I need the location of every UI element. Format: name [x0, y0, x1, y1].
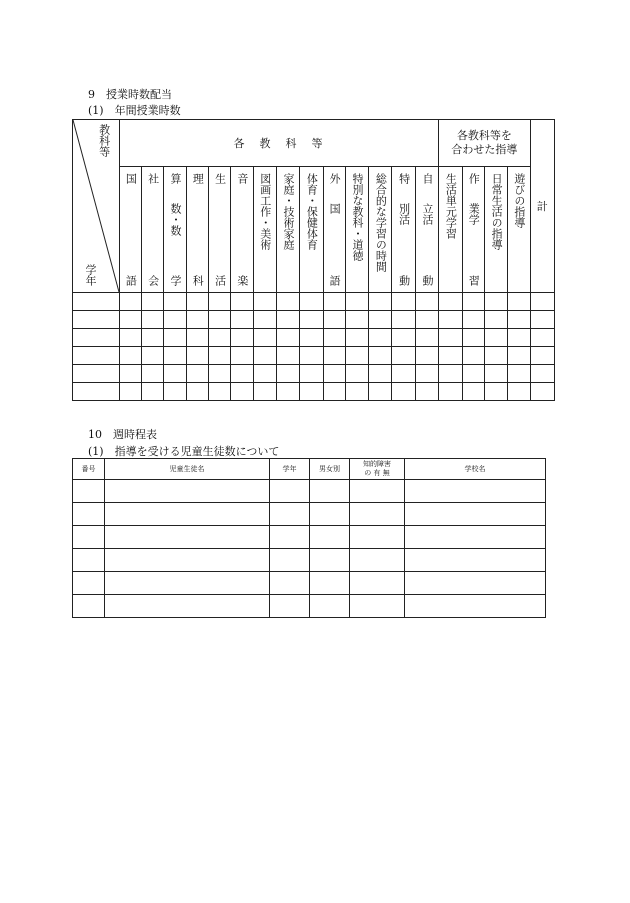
subject-label-mid: 国: [328, 203, 342, 215]
student-cell[interactable]: [270, 549, 310, 572]
student-cell[interactable]: [73, 549, 105, 572]
student-cell[interactable]: [105, 480, 270, 503]
hours-row: [73, 311, 555, 329]
hours-cell[interactable]: [323, 347, 345, 365]
hours-cell[interactable]: [300, 329, 323, 347]
hours-cell[interactable]: [231, 383, 253, 401]
hours-cell[interactable]: [323, 311, 345, 329]
student-cell[interactable]: [105, 503, 270, 526]
subject-label-bottom: 語: [124, 275, 138, 286]
student-cell[interactable]: [405, 572, 546, 595]
student-row: [73, 572, 546, 595]
hours-cell[interactable]: [164, 347, 186, 365]
hours-cell[interactable]: [73, 365, 120, 383]
hours-cell[interactable]: [300, 347, 323, 365]
subject-header-16: [484, 167, 507, 293]
hours-cell[interactable]: [300, 365, 323, 383]
hours-cell[interactable]: [508, 347, 530, 365]
hours-cell[interactable]: [439, 293, 462, 311]
subject-label-bottom: 習: [467, 275, 481, 286]
subject-header-8: [300, 167, 323, 293]
hours-cell[interactable]: [530, 383, 554, 401]
hours-cell[interactable]: [530, 365, 554, 383]
hours-cell[interactable]: [164, 383, 186, 401]
section9-heading: 9 授業時数配当: [88, 88, 172, 101]
hours-cell[interactable]: [345, 347, 368, 365]
student-cell[interactable]: [405, 595, 546, 618]
hours-cell[interactable]: [164, 329, 186, 347]
hours-cell[interactable]: [323, 329, 345, 347]
hours-cell[interactable]: [186, 383, 208, 401]
hours-cell[interactable]: [208, 365, 230, 383]
hours-cell[interactable]: [462, 365, 484, 383]
column-header-2: 学年: [270, 459, 310, 480]
hours-cell[interactable]: [530, 329, 554, 347]
hours-cell[interactable]: [345, 293, 368, 311]
subject-label: 音: [235, 173, 249, 185]
hours-cell[interactable]: [141, 311, 163, 329]
student-cell[interactable]: [310, 503, 350, 526]
hours-cell[interactable]: [73, 311, 120, 329]
subject-label: 体育・保健体育: [305, 173, 319, 251]
subject-header-11: [369, 167, 392, 293]
hours-cell[interactable]: [439, 329, 462, 347]
hours-cell[interactable]: [415, 329, 438, 347]
subject-label-mid: 立活: [421, 203, 435, 226]
hours-cell[interactable]: [141, 365, 163, 383]
subject-label-bottom: 学: [168, 275, 182, 286]
subject-label-bottom: 動: [397, 275, 411, 286]
subject-header-4: [208, 167, 230, 293]
subject-label-mid: 業学: [467, 203, 481, 226]
column-header-0: 番号: [73, 459, 105, 480]
hours-cell[interactable]: [276, 311, 299, 329]
subject-label: 外: [328, 173, 342, 185]
hours-cell[interactable]: [186, 329, 208, 347]
student-cell[interactable]: [350, 572, 405, 595]
student-cell[interactable]: [270, 503, 310, 526]
hours-cell[interactable]: [208, 347, 230, 365]
student-cell[interactable]: [105, 595, 270, 618]
hours-cell[interactable]: [141, 293, 163, 311]
hours-cell[interactable]: [119, 311, 141, 329]
hours-cell[interactable]: [462, 293, 484, 311]
hours-cell[interactable]: [253, 329, 276, 347]
subject-header-9: [323, 167, 345, 293]
hours-cell[interactable]: [484, 347, 507, 365]
hours-cell[interactable]: [530, 293, 554, 311]
student-cell[interactable]: [310, 572, 350, 595]
subject-header-10: [345, 167, 368, 293]
hours-cell[interactable]: [300, 311, 323, 329]
hours-cell[interactable]: [369, 311, 392, 329]
hours-cell[interactable]: [439, 365, 462, 383]
subject-header-15: [462, 167, 484, 293]
hours-cell[interactable]: [323, 293, 345, 311]
subject-label: 生: [213, 173, 227, 185]
hours-cell[interactable]: [439, 311, 462, 329]
hours-cell[interactable]: [323, 365, 345, 383]
hours-cell[interactable]: [253, 347, 276, 365]
section10-subheading: (1) 指導を受ける児童生徒数について: [88, 445, 280, 458]
group-header-subjects: 各 教 科 等: [119, 120, 439, 167]
student-cell[interactable]: [310, 526, 350, 549]
hours-cell[interactable]: [141, 347, 163, 365]
hours-cell[interactable]: [392, 329, 415, 347]
hours-row: [73, 293, 555, 311]
hours-cell[interactable]: [164, 311, 186, 329]
subject-header-17: [508, 167, 530, 293]
hours-cell[interactable]: [323, 383, 345, 401]
subject-header-6: [253, 167, 276, 293]
hours-cell[interactable]: [208, 311, 230, 329]
hours-cell[interactable]: [186, 311, 208, 329]
hours-cell[interactable]: [208, 329, 230, 347]
hours-cell[interactable]: [508, 383, 530, 401]
hours-cell[interactable]: [119, 365, 141, 383]
subject-label: 遊びの指導: [512, 173, 526, 229]
column-header-1: 児童生徒名: [105, 459, 270, 480]
hours-cell[interactable]: [345, 383, 368, 401]
hours-cell[interactable]: [415, 293, 438, 311]
hours-cell[interactable]: [231, 365, 253, 383]
hours-cell[interactable]: [164, 293, 186, 311]
hours-cell[interactable]: [462, 311, 484, 329]
hours-cell[interactable]: [392, 293, 415, 311]
corner-cell: [73, 120, 120, 293]
subject-label-mid: 別活: [397, 203, 411, 226]
subject-label: 特別な教科・道徳: [350, 173, 364, 262]
student-cell[interactable]: [405, 503, 546, 526]
hours-row: [73, 383, 555, 401]
student-row: [73, 526, 546, 549]
subject-label: 国: [124, 173, 138, 185]
hours-cell[interactable]: [186, 347, 208, 365]
hours-cell[interactable]: [253, 293, 276, 311]
corner-label-grade: 学年: [84, 264, 97, 286]
hours-cell[interactable]: [392, 383, 415, 401]
column-header-4: 知的障害 の 有 無: [350, 459, 405, 480]
subject-label-bottom: 動: [421, 275, 435, 286]
student-cell[interactable]: [350, 480, 405, 503]
student-count-table: [72, 458, 546, 618]
hours-cell[interactable]: [439, 383, 462, 401]
student-cell[interactable]: [105, 549, 270, 572]
subject-header-1: [141, 167, 163, 293]
hours-cell[interactable]: [231, 293, 253, 311]
hours-cell[interactable]: [484, 311, 507, 329]
subject-label: 家庭・技術家庭: [282, 173, 296, 251]
hours-cell[interactable]: [369, 347, 392, 365]
hours-cell[interactable]: [186, 293, 208, 311]
hours-cell[interactable]: [300, 383, 323, 401]
subject-header-13: [415, 167, 438, 293]
student-cell[interactable]: [350, 595, 405, 618]
hours-cell[interactable]: [73, 347, 120, 365]
hours-cell[interactable]: [119, 347, 141, 365]
subject-label-bottom: 会: [146, 275, 160, 286]
hours-cell[interactable]: [253, 311, 276, 329]
hours-cell[interactable]: [300, 293, 323, 311]
group-header-combined: 各教科等を 合わせた指導: [439, 120, 530, 167]
hours-cell[interactable]: [508, 293, 530, 311]
hours-cell[interactable]: [253, 365, 276, 383]
hours-cell[interactable]: [530, 311, 554, 329]
hours-cell[interactable]: [208, 293, 230, 311]
subject-header-14: [439, 167, 462, 293]
subject-label-bottom: 活: [213, 275, 227, 286]
student-cell[interactable]: [310, 595, 350, 618]
student-cell[interactable]: [350, 549, 405, 572]
subject-label: 特: [397, 173, 411, 185]
subject-header-2: [164, 167, 186, 293]
subject-label-bottom: 語: [328, 275, 342, 286]
student-cell[interactable]: [73, 526, 105, 549]
hours-cell[interactable]: [231, 311, 253, 329]
student-cell[interactable]: [270, 480, 310, 503]
subject-label: 社: [146, 173, 160, 185]
subject-label: 生活単元学習: [444, 173, 458, 240]
hours-cell[interactable]: [345, 365, 368, 383]
subject-header-12: [392, 167, 415, 293]
section9-subheading: (1) 年間授業時数: [88, 104, 181, 117]
student-row: [73, 480, 546, 503]
student-row: [73, 549, 546, 572]
student-cell[interactable]: [310, 480, 350, 503]
hours-cell[interactable]: [73, 383, 120, 401]
subject-label: 作: [467, 173, 481, 185]
hours-cell[interactable]: [415, 311, 438, 329]
student-cell[interactable]: [73, 480, 105, 503]
subject-header-5: [231, 167, 253, 293]
hours-cell[interactable]: [484, 329, 507, 347]
hours-cell[interactable]: [141, 329, 163, 347]
hours-cell[interactable]: [276, 329, 299, 347]
student-cell[interactable]: [350, 526, 405, 549]
student-cell[interactable]: [405, 549, 546, 572]
student-cell[interactable]: [270, 595, 310, 618]
student-cell[interactable]: [405, 526, 546, 549]
subject-label: 総合的な学習の時間: [374, 173, 388, 273]
column-header-5: 学校名: [405, 459, 546, 480]
student-cell[interactable]: [270, 572, 310, 595]
hours-cell[interactable]: [345, 311, 368, 329]
hours-cell[interactable]: [276, 365, 299, 383]
hours-cell[interactable]: [369, 293, 392, 311]
hours-cell[interactable]: [484, 383, 507, 401]
hours-cell[interactable]: [369, 383, 392, 401]
hours-row: [73, 347, 555, 365]
student-cell[interactable]: [105, 526, 270, 549]
hours-cell[interactable]: [415, 347, 438, 365]
student-cell[interactable]: [73, 595, 105, 618]
hours-cell[interactable]: [484, 365, 507, 383]
annual-hours-table: [72, 119, 555, 401]
student-cell[interactable]: [105, 572, 270, 595]
hours-cell[interactable]: [119, 383, 141, 401]
student-cell[interactable]: [310, 549, 350, 572]
subject-label-mid: 数・数: [168, 203, 182, 237]
hours-cell[interactable]: [345, 329, 368, 347]
hours-cell[interactable]: [276, 347, 299, 365]
subject-header-0: [119, 167, 141, 293]
hours-cell[interactable]: [73, 329, 120, 347]
student-cell[interactable]: [73, 503, 105, 526]
subject-header-7: [276, 167, 299, 293]
hours-cell[interactable]: [415, 383, 438, 401]
subject-label: 日常生活の指導: [490, 173, 504, 251]
subject-header-3: [186, 167, 208, 293]
student-row: [73, 503, 546, 526]
student-cell[interactable]: [270, 526, 310, 549]
hours-cell[interactable]: [164, 365, 186, 383]
column-header-3: 男女別: [310, 459, 350, 480]
hours-cell[interactable]: [392, 311, 415, 329]
hours-cell[interactable]: [508, 365, 530, 383]
hours-row: [73, 365, 555, 383]
hours-cell[interactable]: [141, 383, 163, 401]
hours-cell[interactable]: [231, 347, 253, 365]
subject-label-bottom: 楽: [235, 275, 249, 286]
hours-cell[interactable]: [530, 347, 554, 365]
subject-label: 図画工作・美術: [258, 173, 272, 251]
hours-cell[interactable]: [392, 365, 415, 383]
student-cell[interactable]: [405, 480, 546, 503]
subject-label: 算: [168, 173, 182, 185]
total-header: 計: [530, 120, 554, 293]
hours-cell[interactable]: [253, 383, 276, 401]
corner-label-subjects: 教科等: [97, 124, 111, 157]
section10-heading: 10 週時程表: [88, 428, 157, 441]
hours-cell[interactable]: [119, 329, 141, 347]
subject-label: 自: [421, 173, 435, 185]
student-cell[interactable]: [350, 503, 405, 526]
hours-cell[interactable]: [276, 383, 299, 401]
hours-cell[interactable]: [231, 329, 253, 347]
hours-cell[interactable]: [462, 383, 484, 401]
hours-cell[interactable]: [186, 365, 208, 383]
hours-cell[interactable]: [392, 347, 415, 365]
hours-cell[interactable]: [508, 329, 530, 347]
hours-cell[interactable]: [369, 329, 392, 347]
hours-cell[interactable]: [369, 365, 392, 383]
hours-cell[interactable]: [73, 293, 120, 311]
hours-cell[interactable]: [508, 311, 530, 329]
subject-label-bottom: 科: [191, 275, 205, 286]
hours-cell[interactable]: [462, 329, 484, 347]
subject-label: 理: [191, 173, 205, 185]
hours-cell[interactable]: [462, 347, 484, 365]
hours-cell[interactable]: [276, 293, 299, 311]
hours-cell[interactable]: [208, 383, 230, 401]
student-row: [73, 595, 546, 618]
hours-cell[interactable]: [484, 293, 507, 311]
hours-row: [73, 329, 555, 347]
hours-cell[interactable]: [439, 347, 462, 365]
hours-cell[interactable]: [119, 293, 141, 311]
hours-cell[interactable]: [415, 365, 438, 383]
student-cell[interactable]: [73, 572, 105, 595]
